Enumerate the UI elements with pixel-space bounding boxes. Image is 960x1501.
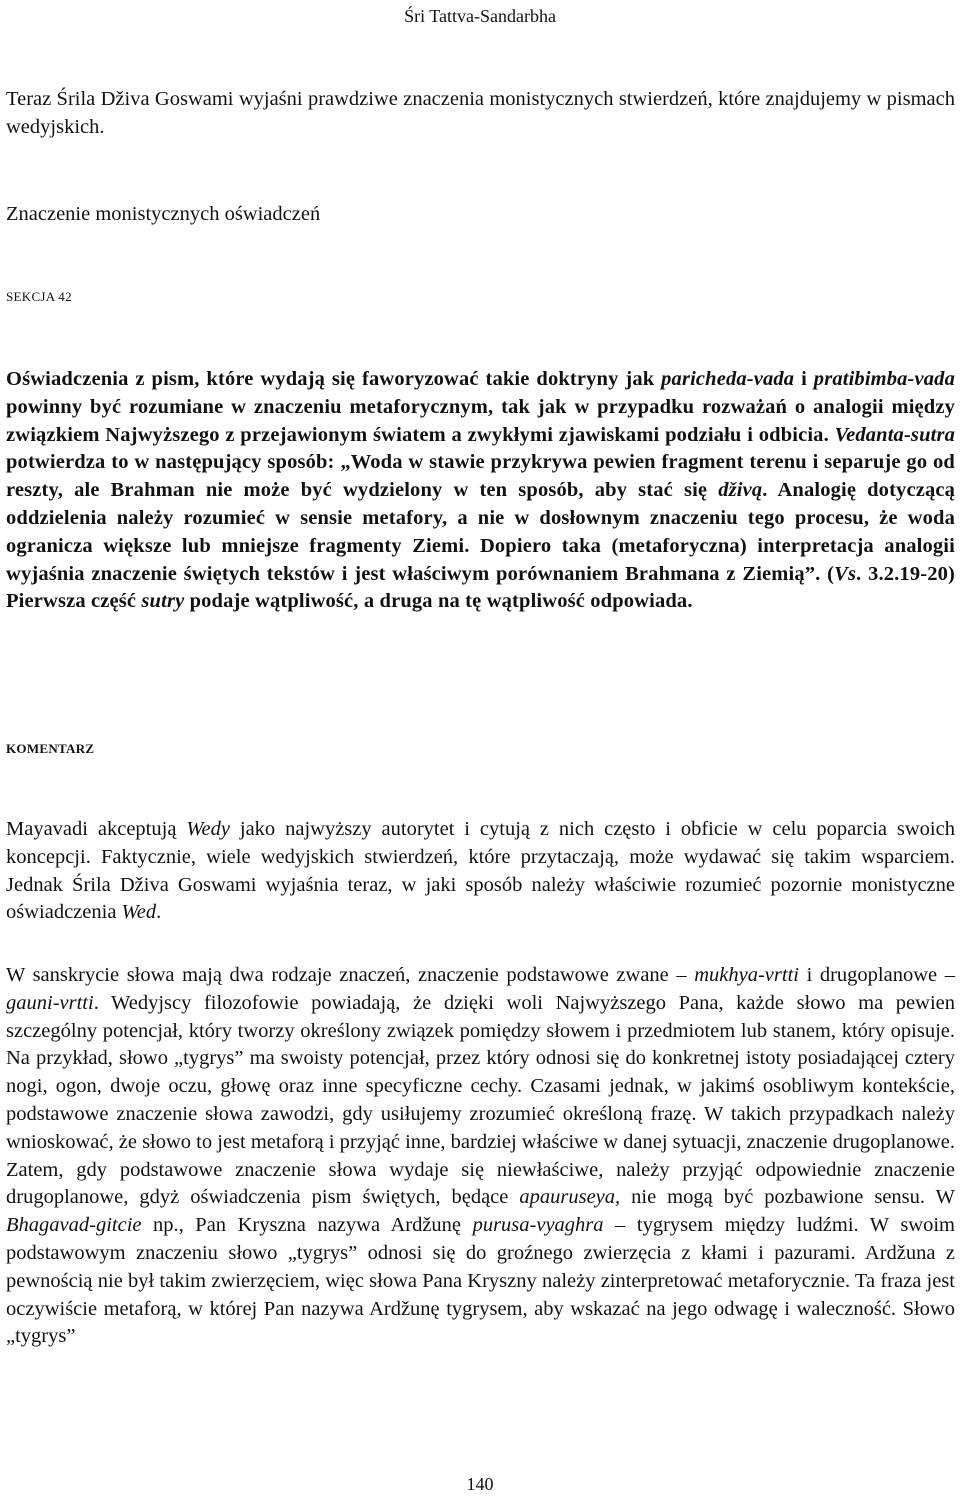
commentary-text: W sanskrycie słowa mają dwa rodzaje znaczeń, znaczenie podstawowe zwane –: [6, 964, 695, 986]
commentary-text: .: [156, 901, 162, 924]
verse-text: Oświadczenia z pism, które wydają się faworyzować takie doktryny jak: [6, 368, 662, 390]
commentary-term: Wedy: [186, 818, 230, 840]
verse-term: dživą: [718, 479, 763, 502]
commentary-text: – tygrysem między ludźmi. W swoim podstawowym znaczeniu słowo „tygrys” odnosi się do groźnego zwierzęcia z kłami i pazurami. Ardžuna z pewnością nie był takim zwierzęciem, więc słowa Pana Kryszny należy zinterpretować metaforycznie. Ta fraza jest oczywiście metaforą, w której Pan nazywa Ardžunę tygrysem, aby wskazać na jego odwagę i waleczność. Słowo „tygrys”: [6, 1214, 955, 1348]
commentary-text: . Wedyjscy filozofowie powiadają, że dzięki woli Najwyższego Pana, każde słowo ma pewien szczególny potencjał, który tworzy określony związek pomiędzy słowem i przedmiotem lub stanem, który opisuje. Na przykład, słowo „tygrys” ma swoisty potencjał, przez który odnosi się do konkretnej istoty posiadającej cztery nogi, ogon, dwoje oczu, głowę oraz inne specyficzne cechy. Czasami jednak, w jakimś osobliwym kontekście, podstawowe znaczenie słowa zawodzi, gdy usiłujemy zrozumieć określoną frazę. W takich przypadkach należy wnioskować, że słowo to jest metaforą i przyjąć inne, bardziej właściwe w danej sytuacji, znaczenie drugoplanowe. Zatem, gdy podstawowe znaczenie słowa wydaje się niewłaściwe, należy przyjąć odpowiednie znaczenie drugoplanowe, gdyż oświadczenia pism świętych, będące: [6, 991, 955, 1209]
commentary-text: Mayavadi akceptują: [6, 818, 187, 840]
commentary-paragraph-1: [6, 816, 955, 927]
verse-text: i: [794, 368, 814, 390]
commentary-term: Wed: [121, 901, 157, 924]
commentary-text: i drugoplanowe –: [798, 964, 955, 986]
commentary-text: nie mogą być pozbawione sensu. W: [620, 1186, 955, 1209]
commentary-term: mukhya-vrtti: [694, 964, 799, 986]
verse-text: potwierdza to w następujący sposób: „Woda w stawie przykrywa pewien fragment terenu i separuje go od reszty, ale Brahman nie może być wydzielony w ten sposób, aby stać się: [6, 451, 955, 502]
page-number: 140: [466, 1474, 494, 1494]
verse-text: podaje wątpliwość, a druga na tę wątpliwość odpowiada.: [184, 590, 693, 613]
verse-text: . Analogię dotyczącą oddzielenia należy rozumieć w sensie metafory, a nie w dosłownym znaczeniu tego procesu, że woda ogranicza większe lub mniejsze fragmenty Ziemi. Dopiero taka (metaforyczna) interpretacja analogii wyjaśnia znaczenie świętych tekstów i jest właściwym porównaniem Brahmana z Ziemią”. (: [6, 479, 956, 585]
verse-term: pratibimba-vada: [813, 368, 955, 390]
chapter-heading: Znaczenie monistycznych oświadczeń: [6, 203, 321, 225]
commentary-term: purusa-vyaghra: [472, 1214, 604, 1237]
commentary-term: gauni-vrtti: [6, 991, 94, 1014]
verse-term: Vs: [834, 562, 857, 585]
section-label: SEKCJA 42: [6, 289, 72, 304]
verse-translation: [6, 366, 955, 616]
intro-paragraph: Teraz Śrila Dživa Goswami wyjaśni prawdziwe znaczenia monistycznych stwierdzeń, które znajdujemy w pismach wedyjskich.: [6, 88, 955, 138]
commentary-text: np., Pan Kryszna nazywa Ardžunę: [141, 1214, 473, 1237]
commentary-label: KOMENTARZ: [6, 741, 95, 756]
verse-text: . 3.2.19-20) Pierwsza część: [6, 562, 955, 613]
verse-text: powinny być rozumiane w znaczeniu metaforycznym, tak jak w przypadku rozważań o analogii między związkiem Najwyższego z przejawionym światem a zwykłymi zjawiskami podziału i odbicia.: [6, 395, 955, 446]
commentary-term: Bhagavad-gitcie: [6, 1214, 142, 1237]
commentary-paragraph-2: [6, 962, 955, 1351]
verse-term: Vedanta-sutra: [834, 423, 955, 446]
commentary-text: jako najwyższy autorytet i cytują z nich często i obficie w celu poparcia swoich koncepcji. Faktycznie, wiele wedyjskich stwierdzeń, które przytaczają, może wydawać się takim wsparciem. Jednak Śrila Dživa Goswami wyjaśnia teraz, w jaki sposób należy właściwie rozumieć pozornie monistyczne oświadczenia: [6, 818, 955, 924]
commentary-term: apauruseya,: [519, 1186, 621, 1209]
running-header: Śri Tattva-Sandarbha: [404, 6, 556, 26]
verse-term: sutry: [141, 590, 185, 613]
verse-term: paricheda-vada: [661, 368, 795, 390]
